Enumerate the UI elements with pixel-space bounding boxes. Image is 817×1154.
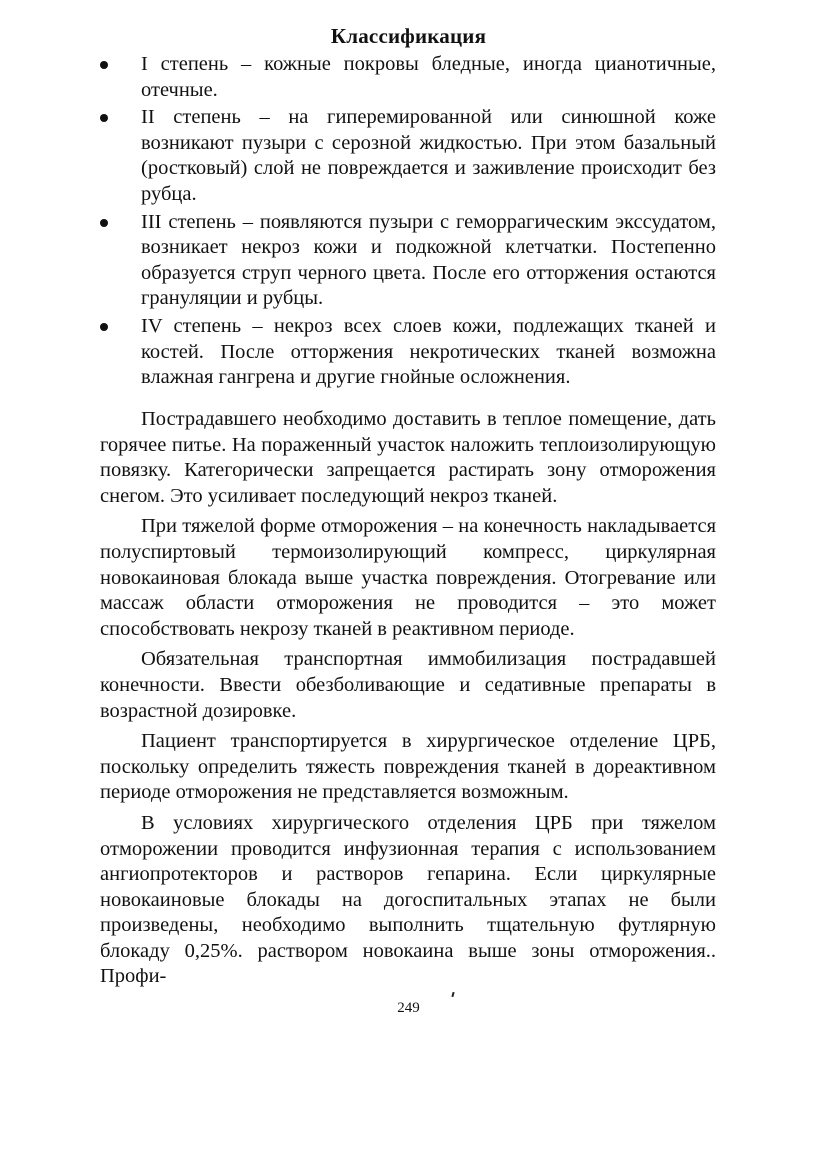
paragraph: При тяжелой форме отморожения – на конечность накладывается полуспиртовый термоизолирующий компресс, циркулярная новокаиновая блокада выше участка повреждения. Отогревание или массаж области отморожения не проводится – это может способствовать некрозу тканей в реактивном периоде.: [100, 515, 716, 640]
bullet-icon: [100, 61, 108, 69]
bullet-icon: [100, 114, 108, 122]
list-item: [100, 314, 716, 391]
paragraph: В условиях хирургического отделения ЦРБ при тяжелом отморожении проводится инфузионная терапия с использованием ангиопротекторов и растворов гепарина. Если циркулярные новокаиновые блокады на догоспитальных этапах не были произведены, необходимо выполнить тщательную футлярную блокаду 0,25%. раствором новокаина выше зоны отморожения.. Профи-: [100, 811, 716, 988]
list-item-text: IV степень – некроз всех слоев кожи, подлежащих тканей и костей. После отторжения некротических тканей возможна влажная гангрена и другие гнойные осложнения.: [141, 314, 716, 389]
list-item: [100, 210, 716, 312]
paragraph: Обязательная транспортная иммобилизация пострадавшей конечности. Ввести обезболивающие и седативные препараты в возрастной дозировке.: [100, 648, 716, 722]
list-item: [100, 52, 716, 103]
body-text: [100, 407, 716, 995]
page-number: 249: [397, 1000, 420, 1016]
list-item-text: II степень – на гиперемированной или синюшной коже возникают пузыри с серозной жидкостью. При этом базальный (ростковый) слой не повреждается и заживление происходит без рубца.: [141, 106, 716, 205]
paragraph: Пациент транспортируется в хирургическое отделение ЦРБ, поскольку определить тяжесть повреждения тканей в дореактивном периоде отморожения не представляется возможным.: [100, 730, 716, 804]
bullet-icon: [100, 219, 108, 227]
bullet-icon: [100, 323, 108, 331]
list-item: [100, 105, 716, 207]
list-item-text: I степень – кожные покровы бледные, иногда цианотичные, отечные.: [141, 53, 716, 101]
list-item-text: III степень – появляются пузыри с геморрагическим экссудатом, возникает некроз кожи и подкожной клетчатки. Постепенно образуется струп черного цвета. После его отторжения остаются грануляции и рубцы.: [141, 210, 716, 310]
paragraph: Пострадавшего необходимо доставить в теплое помещение, дать горячее питье. На пораженный участок наложить теплоизолирующую повязку. Категорически запрещается растирать зону отморожения снегом. Это усиливает последующий некроз тканей.: [100, 408, 716, 507]
classification-list: [100, 52, 716, 393]
section-heading: Классификация: [330, 24, 487, 48]
